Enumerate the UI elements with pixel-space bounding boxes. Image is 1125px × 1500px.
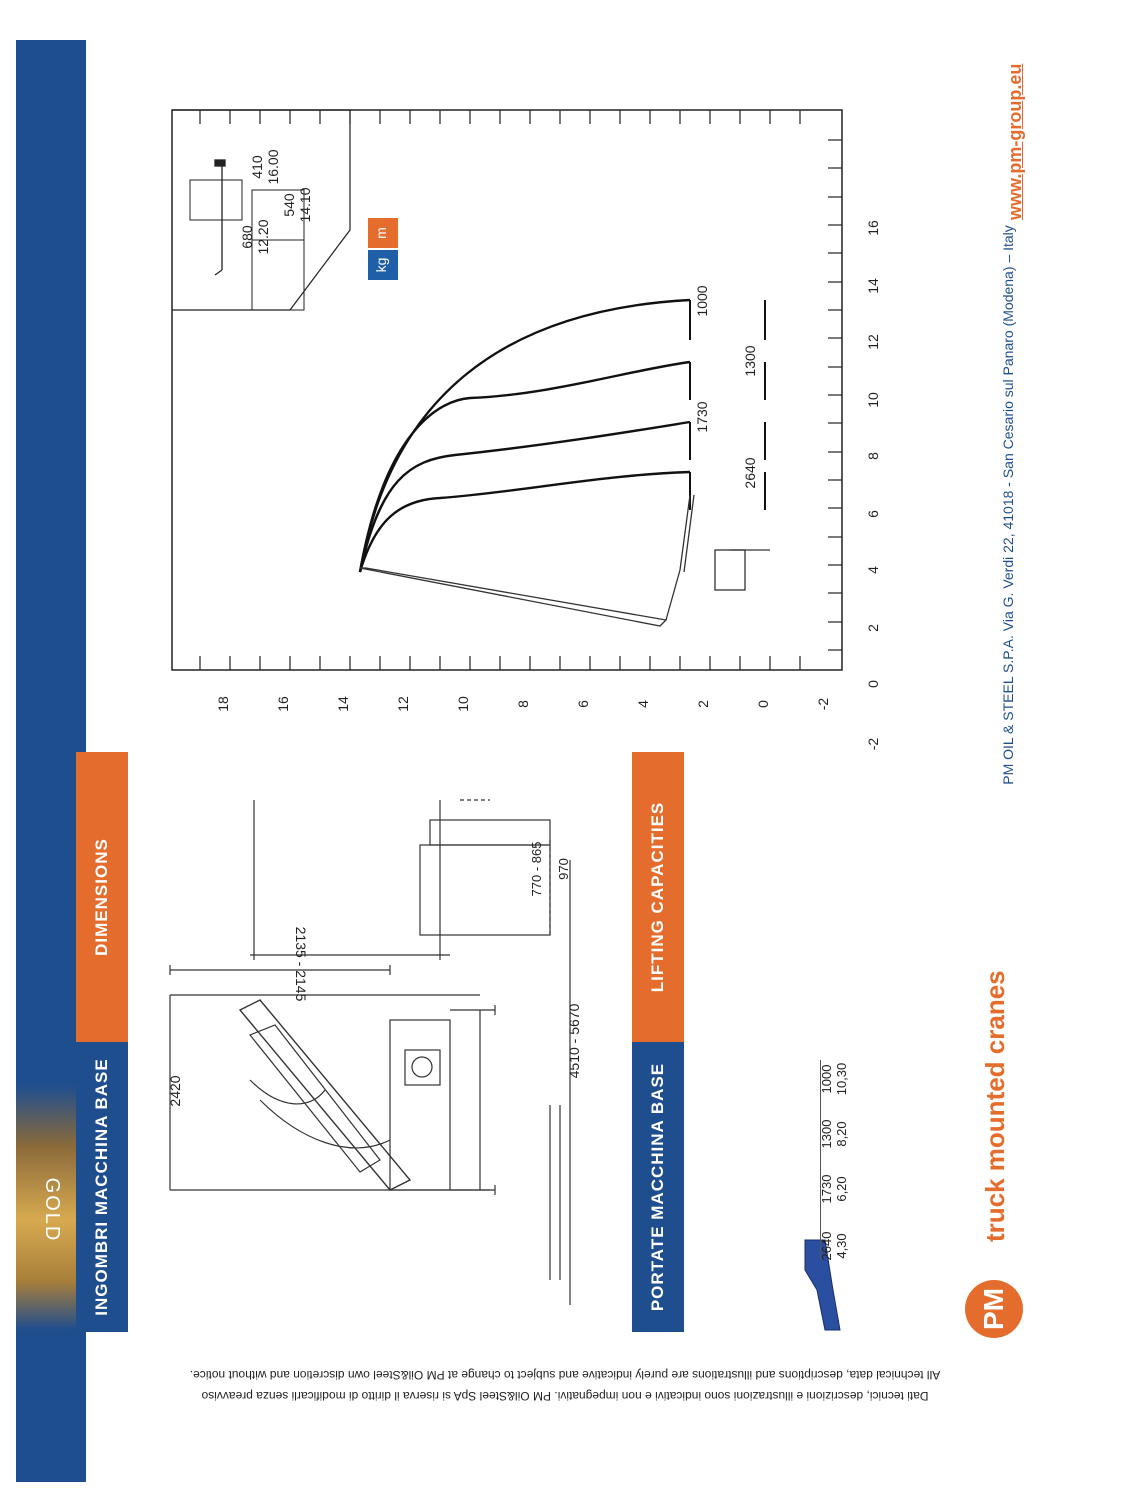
capacity-row-4: 1000 10,30 xyxy=(819,1062,849,1096)
jib-value-3: 410 16.00 xyxy=(249,149,281,185)
dim-height-label: 2420 xyxy=(167,1075,183,1107)
curve-label-1730: 1730 xyxy=(694,401,710,433)
brand-logo: PM xyxy=(965,1280,1023,1338)
brand-tagline: truck mounted cranes xyxy=(980,970,1010,1242)
footer-address: PM OIL & STEEL S.P.A. Via G. Verdi 22, 41018 - San Cesario sul Panaro (Modena) – Italy xyxy=(1000,225,1016,785)
capacities-title-it: PORTATE MACCHINA BASE xyxy=(648,1062,667,1312)
curve-label-1000: 1000 xyxy=(694,285,710,317)
curve-label-1300: 1300 xyxy=(742,345,758,377)
capacity-row-3: 1300 8,20 xyxy=(819,1119,849,1149)
gold-label: GOLD xyxy=(41,1177,63,1243)
capacities-title-en: LIFTING CAPACITIES xyxy=(648,801,667,993)
crane-silhouette xyxy=(360,495,770,626)
load-curves xyxy=(360,300,690,572)
capacities-title-bar xyxy=(632,752,684,1332)
capacity-row-1: 2640 4,30 xyxy=(819,1231,849,1261)
chart-y-ticks: 18 16 14 12 10 8 6 4 2 0 -2 xyxy=(215,696,831,712)
jib-value-2: 540 14.10 xyxy=(281,187,313,223)
curve-label-2640: 2640 xyxy=(742,457,758,489)
jib-value-1: 680 12.20 xyxy=(239,219,271,255)
legend-m-label: m xyxy=(373,227,389,239)
footer-website[interactable]: www.pm-group.eu xyxy=(1005,63,1025,220)
chart-x-ticks: -2 0 2 4 6 8 10 12 14 16 xyxy=(865,220,881,751)
dimensions-title-bar xyxy=(76,752,128,1332)
dim-span-label: 2135 - 2145 xyxy=(293,926,309,1002)
legend-kg-label: kg xyxy=(373,257,389,273)
capacity-row-2: 1730 6,20 xyxy=(819,1174,849,1204)
disclaimer-english: All technical data, descriptions and illustrations are purely indicative and subject to change at PM Oil&Steel own discretion and without notice. xyxy=(189,1368,941,1382)
disclaimer-italian: Dati tecnici, descrizioni e illustrazioni sono indicativi e non impegnativi. PM Oil&Steel SpA si riserva il diritto di modificarli senza preavviso xyxy=(201,1389,929,1403)
curve-2640 xyxy=(360,472,690,572)
dimensions-title-en: DIMENSIONS xyxy=(92,838,111,956)
dim-width-label: 970 xyxy=(556,858,571,880)
curve-1730 xyxy=(360,422,690,572)
dimension-drawing xyxy=(150,780,590,1320)
dimensions-title-it: INGOMBRI MACCHINA BASE xyxy=(92,1058,111,1316)
curve-1300 xyxy=(360,362,690,572)
dim-outrigger-label: 770 - 865 xyxy=(529,841,544,897)
dim-reach-label: 4510 - 5670 xyxy=(566,1003,582,1079)
